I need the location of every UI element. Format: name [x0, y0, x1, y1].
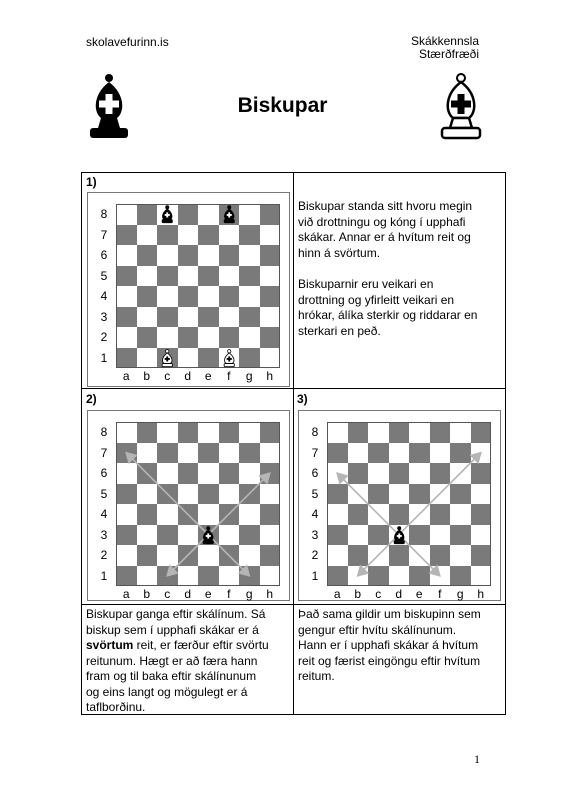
file-label: d — [184, 587, 192, 601]
rank-label: 4 — [100, 289, 108, 303]
diagonal-arrow — [126, 453, 249, 576]
table-divider-1 — [82, 388, 505, 389]
text-line: sterkari en peð. — [298, 323, 381, 338]
file-label: e — [204, 369, 212, 383]
text-line: drottning og yfirleitt veikari en — [298, 292, 455, 307]
text-line — [86, 638, 269, 654]
file-label: g — [456, 587, 464, 601]
white-bishop-icon — [157, 348, 178, 369]
text-line: fram og til baka eftir skálínunum — [86, 669, 257, 683]
bold-word: svörtum — [86, 638, 134, 652]
page-title: Biskupar — [237, 94, 328, 117]
text-line: Það sama gildir um biskupinn sem — [298, 607, 481, 621]
rank-label: 3 — [100, 527, 108, 542]
intro-text — [298, 199, 477, 339]
black-bishop-icon — [389, 525, 410, 546]
section-3-number: 3) — [297, 392, 308, 406]
rank-label: 3 — [100, 309, 108, 324]
rank-label: 6 — [100, 248, 108, 262]
file-label: f — [438, 587, 442, 601]
text-line: Hann er í upphafi skákar á hvítum — [298, 638, 479, 652]
rank-label: 1 — [311, 568, 319, 583]
rank-label: 2 — [311, 548, 319, 562]
diagonal-arrow — [358, 453, 481, 576]
file-label: b — [143, 587, 151, 601]
table-divider-vertical — [293, 173, 294, 714]
file-label: f — [227, 587, 231, 601]
rank-label: 2 — [100, 548, 108, 562]
text-line: Biskuparnir eru veikari en — [298, 277, 434, 291]
rank-label: 8 — [100, 207, 108, 221]
rank-label: 8 — [311, 425, 319, 439]
file-label: b — [354, 587, 362, 601]
rank-label: 5 — [100, 268, 108, 283]
page-number: 1 — [474, 752, 480, 766]
rank-label: 5 — [311, 486, 319, 501]
text-line: hinn á svörtum. — [298, 245, 381, 260]
diagonal-arrow — [167, 473, 270, 576]
lesson-table — [81, 172, 506, 715]
diagonal-arrows — [327, 422, 491, 586]
rank-label: 6 — [100, 466, 108, 480]
text-line: Biskupar standa sitt hvoru megin — [298, 199, 473, 213]
file-label: d — [184, 369, 192, 383]
file-label: c — [164, 587, 171, 601]
table-divider-2 — [82, 604, 505, 605]
text-line: hrókar, álíka sterkir og riddarar en — [298, 308, 478, 322]
board-outline — [116, 204, 280, 368]
text-line: og eins langt og mögulegt er á — [86, 684, 248, 699]
rank-label: 7 — [100, 445, 108, 460]
section-1-number: 1) — [86, 175, 97, 189]
file-label: g — [245, 369, 253, 383]
file-label: h — [266, 587, 274, 601]
rank-label: 5 — [100, 486, 108, 501]
text-line: reitunum. Hægt er að færa hann — [86, 653, 258, 668]
text-line: skákar. Annar er á hvítum reit og — [298, 230, 471, 244]
rank-label: 1 — [100, 568, 108, 583]
rank-label: 6 — [311, 466, 319, 480]
section-2-text — [86, 607, 269, 716]
rank-label: 8 — [100, 425, 108, 439]
rank-label: 3 — [311, 527, 319, 542]
text-line: reit og færist eingöngu eftir hvítum — [298, 653, 481, 668]
file-label: f — [227, 369, 231, 383]
white-bishop-icon — [437, 72, 485, 142]
rank-label: 1 — [100, 350, 108, 365]
diagonal-arrows — [116, 422, 280, 586]
rank-label: 4 — [100, 507, 108, 521]
text-line: við drottningu og kóng í upphafi — [298, 214, 466, 229]
black-bishop-icon — [198, 525, 219, 546]
subject-line-1: Skákkennsla — [410, 34, 479, 48]
text-line: reitum. — [298, 669, 335, 683]
site-label: skolavefurinn.is — [86, 35, 169, 49]
text-line: Biskupar ganga eftir skálínum. Sá — [86, 607, 266, 621]
file-label: e — [415, 587, 423, 601]
file-label: e — [204, 587, 212, 601]
file-label: a — [122, 587, 130, 601]
rank-label: 7 — [311, 445, 319, 460]
text-line: biskup sem í upphafi skákar er á — [86, 622, 259, 637]
file-label: d — [395, 587, 403, 601]
rank-label: 4 — [311, 507, 319, 521]
section-2-number: 2) — [86, 392, 97, 406]
black-bishop-icon — [219, 204, 240, 225]
black-bishop-icon — [157, 204, 178, 225]
file-label: h — [477, 587, 485, 601]
file-label: c — [375, 587, 382, 601]
section-3-text — [298, 607, 481, 685]
white-bishop-icon — [219, 348, 240, 369]
file-label: a — [122, 369, 130, 383]
file-label: c — [164, 369, 171, 383]
text-line: gengur eftir hvítu skálínunum. — [298, 622, 457, 637]
subject-line-2: Stærðfræði — [418, 47, 479, 61]
rank-label: 7 — [100, 227, 108, 242]
text-fragment: reit, er færður eftir svörtu — [133, 638, 269, 652]
rank-label: 2 — [100, 330, 108, 344]
text-line: taflborðinu. — [86, 700, 146, 714]
file-label: g — [245, 587, 253, 601]
file-label: b — [143, 369, 151, 383]
subject-label — [411, 35, 479, 61]
file-label: h — [266, 369, 274, 383]
file-label: a — [333, 587, 341, 601]
